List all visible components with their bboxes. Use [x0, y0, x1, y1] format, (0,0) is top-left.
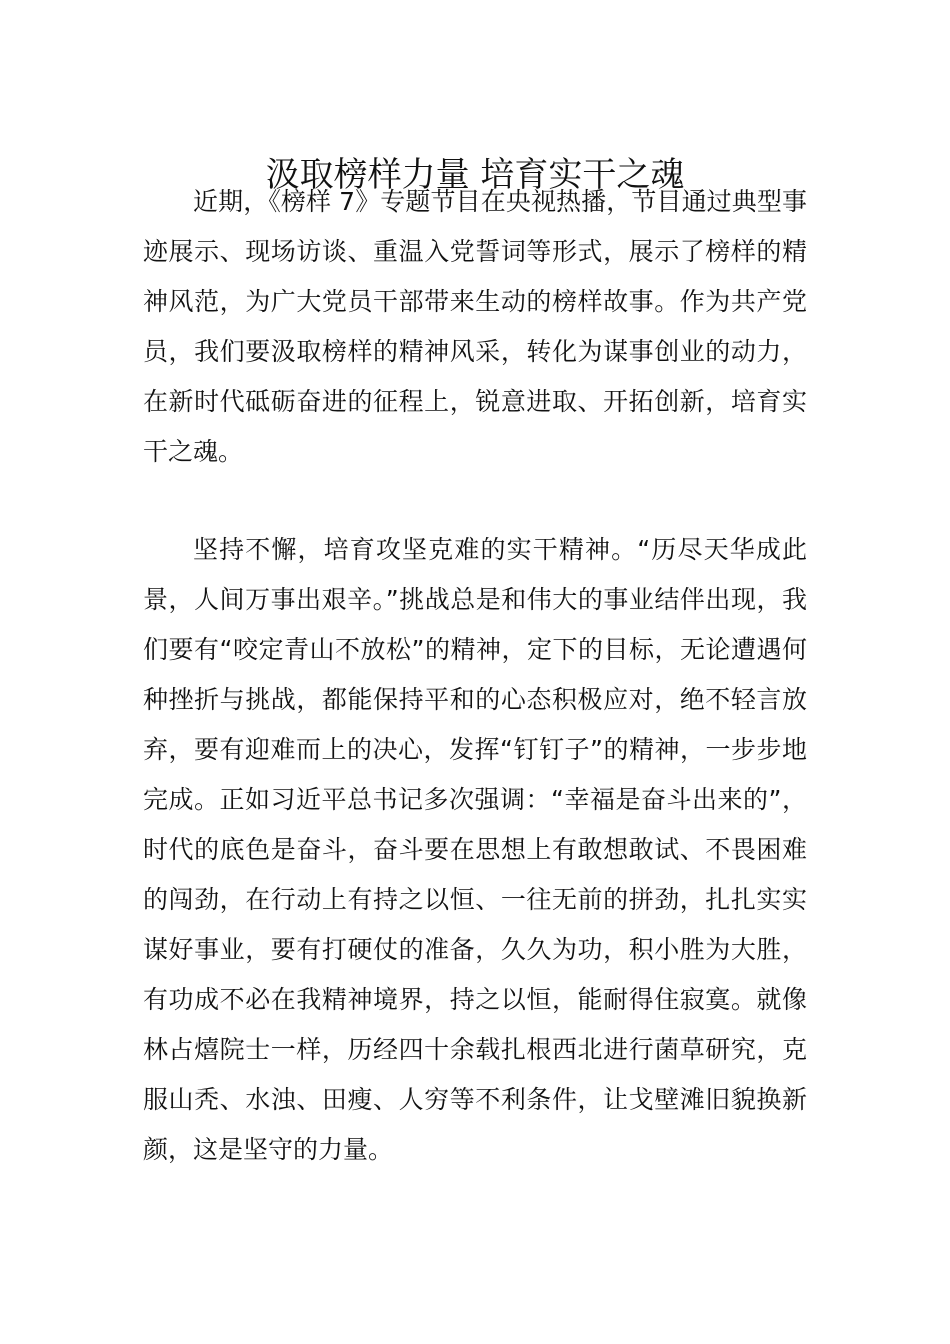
page-title: 汲取榜样力量 培育实干之魂 — [265, 154, 685, 195]
paragraph-intro: 近期，《榜样 7》专题节目在央视热播，节目通过典型事迹展示、现场访谈、重温入党誓词等形式，展示了榜样的精神风范，为广大党员干部带来生动的榜样故事。作为共产党员，我们要汲取榜样的精神风采，转化为谋事创业的动力，在新时代砥砺奋进的征程上，锐意进取、开拓创新，培育实干之魂。 — [143, 187, 807, 466]
paragraph-perseverance: 坚持不懈，培育攻坚克难的实干精神。“历尽天华成此景，人间万事出艰辛。”挑战总是和伟大的事业结伴出现，我们要有“咬定青山不放松”的精神，定下的目标，无论遭遇何种挫折与挑战，都能保持平和的心态积极应对，绝不轻言放弃，要有迎难而上的决心，发挥“钉钉子”的精神，一步步地完成。正如习近平总书记多次强调：“幸福是奋斗出来的”，时代的底色是奋斗，奋斗要在思想上有敢想敢试、不畏困难的闯劲，在行动上有持之以恒、一往无前的拼劲，扎扎实实谋好事业，要有打硬仗的准备，久久为功，积小胜为大胜，有功成不必在我精神境界，持之以恒，能耐得住寂寞。就像林占熺院士一样，历经四十余载扎根西北进行菌草研究，克服山秃、水浊、田瘦、人穷等不利条件，让戈壁滩旧貌换新颜，这是坚守的力量。 — [143, 535, 807, 1164]
